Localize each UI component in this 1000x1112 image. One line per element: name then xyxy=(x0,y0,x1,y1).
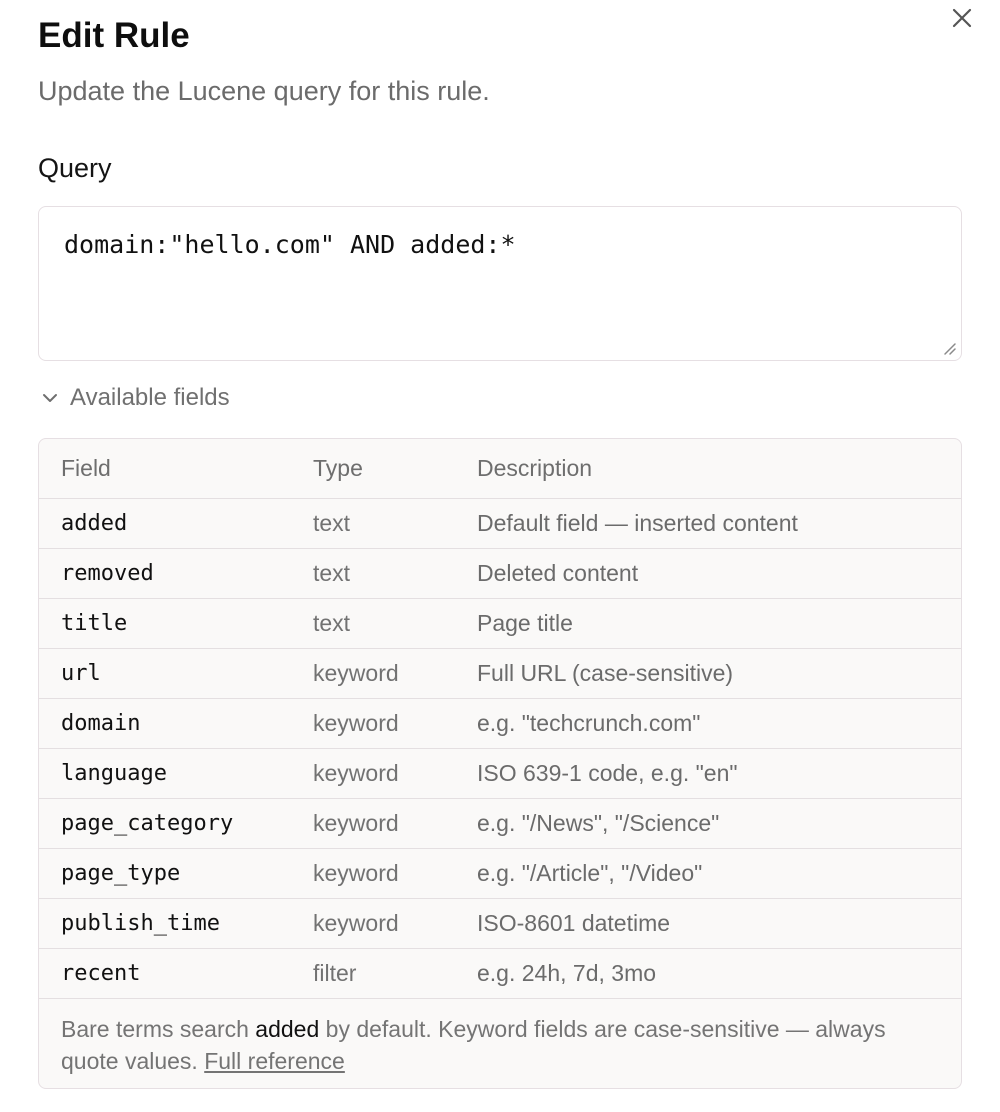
table-row xyxy=(39,799,961,849)
row-field: language xyxy=(61,761,167,786)
footer-middle: by default. Keyword fields are case-sensitive — always quote values. xyxy=(61,1016,886,1074)
row-description: Default field — inserted content xyxy=(477,510,798,536)
row-type: keyword xyxy=(313,810,399,836)
row-description: Full URL (case-sensitive) xyxy=(477,660,734,686)
table-row xyxy=(39,899,961,949)
row-type: text xyxy=(313,510,351,536)
resize-grip-icon[interactable] xyxy=(940,339,958,357)
dialog-subtitle: Update the Lucene query for this rule. xyxy=(38,76,490,106)
row-type: keyword xyxy=(313,710,399,736)
table-row xyxy=(39,499,961,549)
row-description: e.g. 24h, 7d, 3mo xyxy=(477,960,657,986)
dialog-title: Edit Rule xyxy=(38,16,190,55)
row-description: e.g. "techcrunch.com" xyxy=(477,710,701,736)
row-description: Page title xyxy=(477,610,573,636)
table-row xyxy=(39,849,961,899)
footer-prefix: Bare terms search xyxy=(61,1016,256,1042)
row-field: added xyxy=(61,511,128,536)
row-type: filter xyxy=(313,960,357,986)
row-description: Deleted content xyxy=(477,560,639,586)
row-field: removed xyxy=(61,561,154,586)
fields-table xyxy=(38,438,962,1089)
table-header xyxy=(39,439,961,499)
row-field: page_category xyxy=(61,811,234,836)
query-value[interactable]: domain:"hello.com" AND added:* xyxy=(64,230,516,259)
footer-code-term: added xyxy=(255,1016,320,1042)
header-field: Field xyxy=(61,455,111,481)
table-row xyxy=(39,649,961,699)
row-field: title xyxy=(61,611,128,636)
row-description: ISO-8601 datetime xyxy=(477,910,671,936)
row-field: publish_time xyxy=(61,911,220,936)
row-field: recent xyxy=(61,961,141,986)
row-field: domain xyxy=(61,711,141,736)
table-footer-note xyxy=(39,999,961,1077)
row-description: e.g. "/Article", "/Video" xyxy=(477,860,703,886)
row-type: keyword xyxy=(313,910,399,936)
row-description: ISO 639-1 code, e.g. "en" xyxy=(477,760,738,786)
query-textarea[interactable] xyxy=(38,206,962,361)
close-icon xyxy=(950,6,974,30)
available-fields-toggle[interactable] xyxy=(38,380,230,416)
row-type: text xyxy=(313,560,351,586)
header-description: Description xyxy=(477,455,593,481)
row-type: keyword xyxy=(313,760,399,786)
row-type: text xyxy=(313,610,351,636)
table-row xyxy=(39,549,961,599)
row-field: url xyxy=(61,661,101,686)
table-row xyxy=(39,949,961,999)
table-row xyxy=(39,699,961,749)
close-button[interactable] xyxy=(946,4,978,32)
header-type: Type xyxy=(313,455,363,481)
full-reference-link[interactable]: Full reference xyxy=(204,1048,345,1074)
available-fields-label: Available fields xyxy=(70,384,230,411)
table-row xyxy=(39,599,961,649)
chevron-down-icon xyxy=(38,386,62,410)
row-description: e.g. "/News", "/Science" xyxy=(477,810,720,836)
table-row xyxy=(39,749,961,799)
row-type: keyword xyxy=(313,660,399,686)
row-type: keyword xyxy=(313,860,399,886)
row-field: page_type xyxy=(61,861,181,886)
query-label: Query xyxy=(38,153,112,183)
